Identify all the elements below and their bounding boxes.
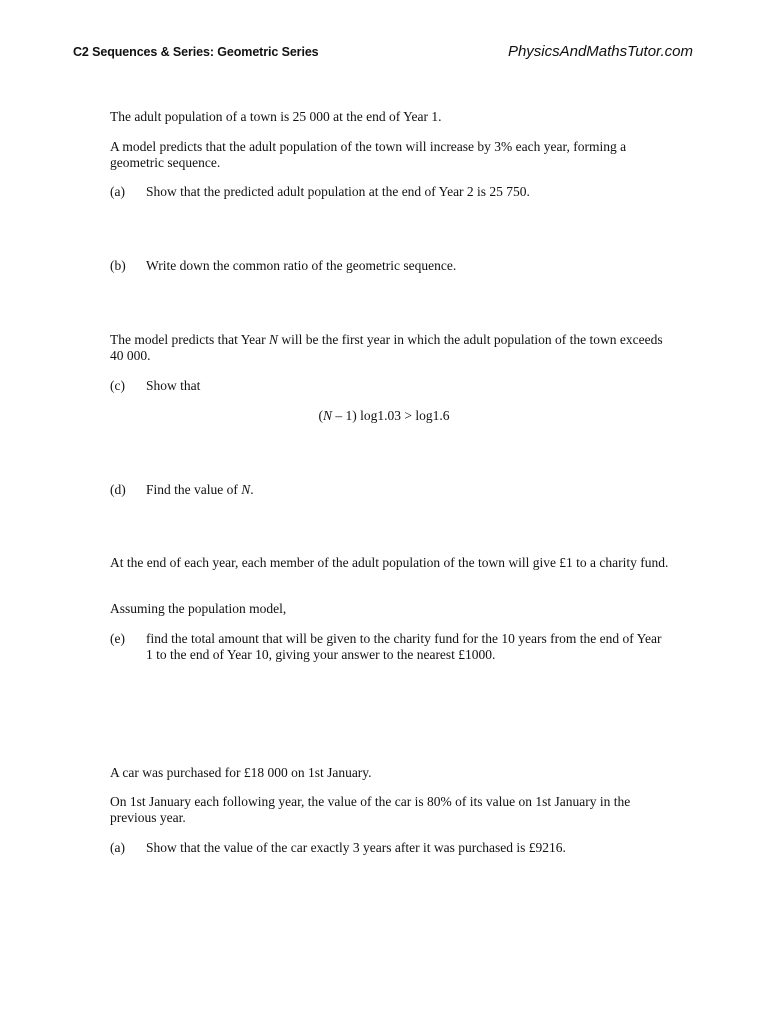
site-name: PhysicsAndMathsTutor.com (507, 43, 693, 60)
q1b-label: (b) (110, 258, 126, 273)
document-title: C2 Sequences & Series: Geometric Series (73, 45, 319, 59)
q1-model: A model predicts that the adult population of the town will increase by 3% each year, forming a geometric sequence. (110, 139, 627, 170)
q2-value: On 1st January each following year, the value of the car is 80% of its value on 1st January in the previous year. (110, 794, 631, 825)
q1b-text: Write down the common ratio of the geometric sequence. (146, 258, 457, 273)
q1d-text: Find the value of N. (146, 482, 254, 497)
q1-charity: At the end of each year, each member of the adult population of the town will give £1 to a charity fund. (110, 555, 669, 570)
q1a-label: (a) (110, 184, 125, 199)
q2a-label: (a) (110, 840, 125, 855)
q1c-text: Show that (146, 378, 201, 393)
q2-intro: A car was purchased for £18 000 on 1st January. (110, 765, 372, 780)
q1e-text: find the total amount that will be given to the charity fund for the 10 years from the end of Year 1 to the end of Year 10, giving your answer to the nearest £1000. (146, 631, 662, 662)
q1d-label: (d) (110, 482, 126, 497)
q1-model-n: The model predicts that Year N will be the first year in which the adult population of the town exceeds 40 000. (110, 332, 663, 363)
q1a-text: Show that the predicted adult population at the end of Year 2 is 25 750. (146, 184, 530, 199)
q1e-label: (e) (110, 631, 125, 646)
inequality: (N – 1) log1.03 > log1.6 (318, 408, 450, 423)
q1-assuming: Assuming the population model, (110, 601, 287, 616)
q2a-text: Show that the value of the car exactly 3 years after it was purchased is £9216. (146, 840, 566, 855)
q1-intro: The adult population of a town is 25 000 at the end of Year 1. (110, 109, 442, 124)
q1c-label: (c) (110, 378, 125, 393)
